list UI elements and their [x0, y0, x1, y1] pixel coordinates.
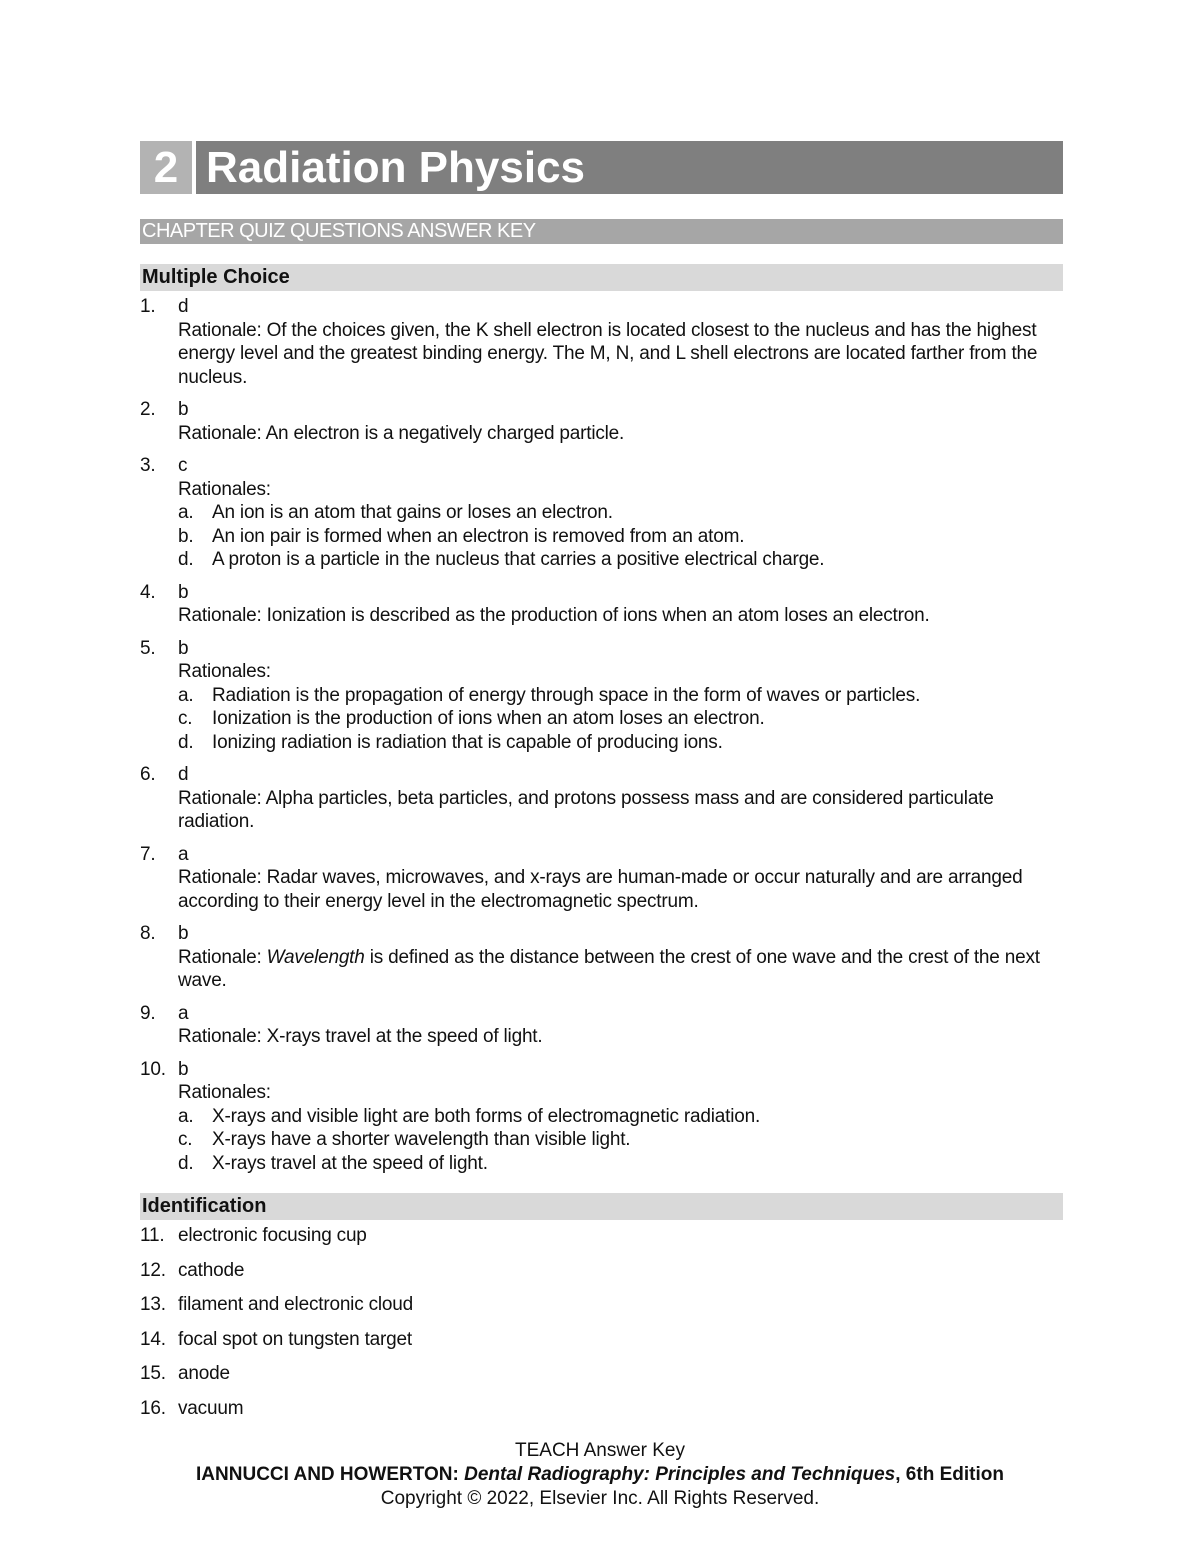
answer-letter: b: [178, 637, 189, 659]
question-number: 1.: [140, 296, 156, 317]
question-item: [140, 637, 1063, 755]
rationale-text: An ion is an atom that gains or loses an electron.: [212, 502, 613, 523]
question-number: 3.: [140, 455, 156, 476]
question-item: [140, 581, 1063, 628]
answer-letter: b: [178, 581, 189, 603]
rationale-item: [178, 548, 1063, 572]
question-number: 13.: [140, 1294, 166, 1315]
answer-letter: d: [178, 296, 189, 317]
rationale-term: Wavelength: [266, 946, 365, 968]
answer-letter: d: [178, 764, 189, 785]
rationale-text: Ionization is the production of ions when an atom loses an electron.: [212, 708, 765, 729]
question-number: 5.: [140, 637, 156, 659]
footer-book-title: Dental Radiography: Principles and Techniques: [464, 1464, 896, 1485]
rationale-item: [178, 1105, 1063, 1129]
identification-item: [140, 1259, 1063, 1283]
chapter-title: Radiation Physics: [196, 141, 1063, 194]
rationale-item: [178, 525, 1063, 549]
rationale-text: [178, 946, 1063, 993]
rationale-letter: d.: [178, 549, 194, 570]
rationale-text: Rationale: Ionization is described as the production of ions when an atom loses an electron.: [178, 605, 930, 626]
question-number: 7.: [140, 843, 156, 865]
question-number: 6.: [140, 764, 156, 785]
rationale-text: A proton is a particle in the nucleus that carries a positive electrical charge.: [212, 549, 825, 570]
rationale-letter: b.: [178, 525, 194, 547]
question-item: [140, 454, 1063, 572]
answer-letter: b: [178, 1058, 189, 1080]
identification-answer: vacuum: [178, 1397, 244, 1419]
multiple-choice-heading: Multiple Choice: [140, 264, 1063, 291]
rationale-item: [178, 1152, 1063, 1176]
rationales-heading: Rationales:: [178, 1082, 271, 1103]
rationale-item: [178, 684, 1063, 708]
question-item: [140, 843, 1063, 914]
identification-item: [140, 1397, 1063, 1421]
question-number: 9.: [140, 1002, 156, 1024]
question-number: 12.: [140, 1259, 166, 1281]
question-number: 10.: [140, 1058, 166, 1080]
question-number: 4.: [140, 581, 156, 603]
question-number: 16.: [140, 1397, 166, 1419]
rationale-text: Rationale: Radar waves, microwaves, and x-rays are human-made or occur naturally and are arranged according to their energy level in the electromagnetic spectrum.: [178, 867, 1023, 912]
rationale-text: Rationale: Of the choices given, the K shell electron is located closest to the nucleus and has the highest energy level and the greatest binding energy. The M, N, and L shell electrons are located farther from the nucleus.: [178, 319, 1038, 388]
rationale-letter: d.: [178, 731, 194, 753]
question-number: 11.: [140, 1225, 165, 1246]
rationale-suffix: is defined as the distance between the crest of one wave and the crest of the next wave.: [178, 946, 1040, 991]
identification-item: [140, 1293, 1063, 1317]
identification-answer: filament and electronic cloud: [178, 1294, 414, 1315]
question-item: [140, 1002, 1063, 1049]
quiz-heading: CHAPTER QUIZ QUESTIONS ANSWER KEY: [140, 219, 1063, 244]
question-number: 15.: [140, 1363, 166, 1384]
answer-letter: b: [178, 399, 189, 420]
identification-list: [140, 1224, 1063, 1420]
rationale-letter: a.: [178, 684, 194, 706]
footer-edition: , 6th Edition: [895, 1464, 1004, 1485]
identification-heading: Identification: [140, 1193, 1063, 1220]
identification-answer: anode: [178, 1363, 230, 1384]
answer-letter: b: [178, 923, 189, 944]
answer-key-page: [140, 141, 1063, 1431]
footer-teach-label: TEACH Answer Key: [515, 1440, 685, 1461]
rationale-item: [178, 731, 1063, 755]
rationale-letter: d.: [178, 1152, 194, 1174]
rationale-text: An ion pair is formed when an electron is removed from an atom.: [212, 525, 745, 547]
rationale-prefix: Rationale:: [178, 946, 267, 968]
rationale-item: [178, 1128, 1063, 1152]
answer-letter: c: [178, 455, 188, 476]
chapter-number: 2: [140, 141, 192, 194]
rationales-heading: Rationales:: [178, 661, 271, 682]
question-item: [140, 1058, 1063, 1176]
rationale-letter: a.: [178, 1105, 194, 1127]
identification-item: [140, 1224, 1063, 1248]
rationale-text: Rationale: An electron is a negatively charged particle.: [178, 422, 625, 444]
rationale-letter: c.: [178, 1129, 193, 1150]
question-number: 14.: [140, 1328, 166, 1350]
multiple-choice-list: [140, 295, 1063, 1175]
footer-copyright: Copyright © 2022, Elsevier Inc. All Rights Reserved.: [380, 1488, 820, 1509]
question-number: 8.: [140, 923, 156, 944]
identification-item: [140, 1362, 1063, 1386]
chapter-header: [140, 141, 1063, 194]
rationale-item: [178, 707, 1063, 731]
rationale-text: Radiation is the propagation of energy through space in the form of waves or particles.: [212, 684, 921, 706]
rationale-text: X-rays and visible light are both forms of electromagnetic radiation.: [212, 1105, 761, 1127]
rationale-text: X-rays have a shorter wavelength than visible light.: [212, 1129, 631, 1150]
rationale-text: Rationale: X-rays travel at the speed of light.: [178, 1026, 543, 1047]
answer-letter: a: [178, 843, 189, 865]
rationale-item: [178, 501, 1063, 525]
question-item: [140, 922, 1063, 993]
rationale-text: Ionizing radiation is radiation that is capable of producing ions.: [212, 731, 723, 753]
question-item: [140, 295, 1063, 389]
rationale-text: Rationale: Alpha particles, beta particles, and protons possess mass and are considered particulate radiation.: [178, 787, 994, 832]
identification-answer: focal spot on tungsten target: [178, 1328, 412, 1350]
footer-authors: IANNUCCI AND HOWERTON:: [196, 1464, 465, 1485]
rationale-text: X-rays travel at the speed of light.: [212, 1152, 488, 1174]
question-item: [140, 763, 1063, 834]
page-footer: [0, 1439, 1200, 1511]
identification-answer: electronic focusing cup: [178, 1225, 367, 1246]
rationale-letter: a.: [178, 502, 194, 523]
identification-answer: cathode: [178, 1259, 245, 1281]
question-item: [140, 398, 1063, 445]
question-number: 2.: [140, 399, 156, 420]
footer-citation: [0, 1463, 1200, 1487]
answer-letter: a: [178, 1002, 189, 1024]
rationales-heading: Rationales:: [178, 478, 271, 500]
rationale-letter: c.: [178, 708, 193, 729]
identification-item: [140, 1328, 1063, 1352]
